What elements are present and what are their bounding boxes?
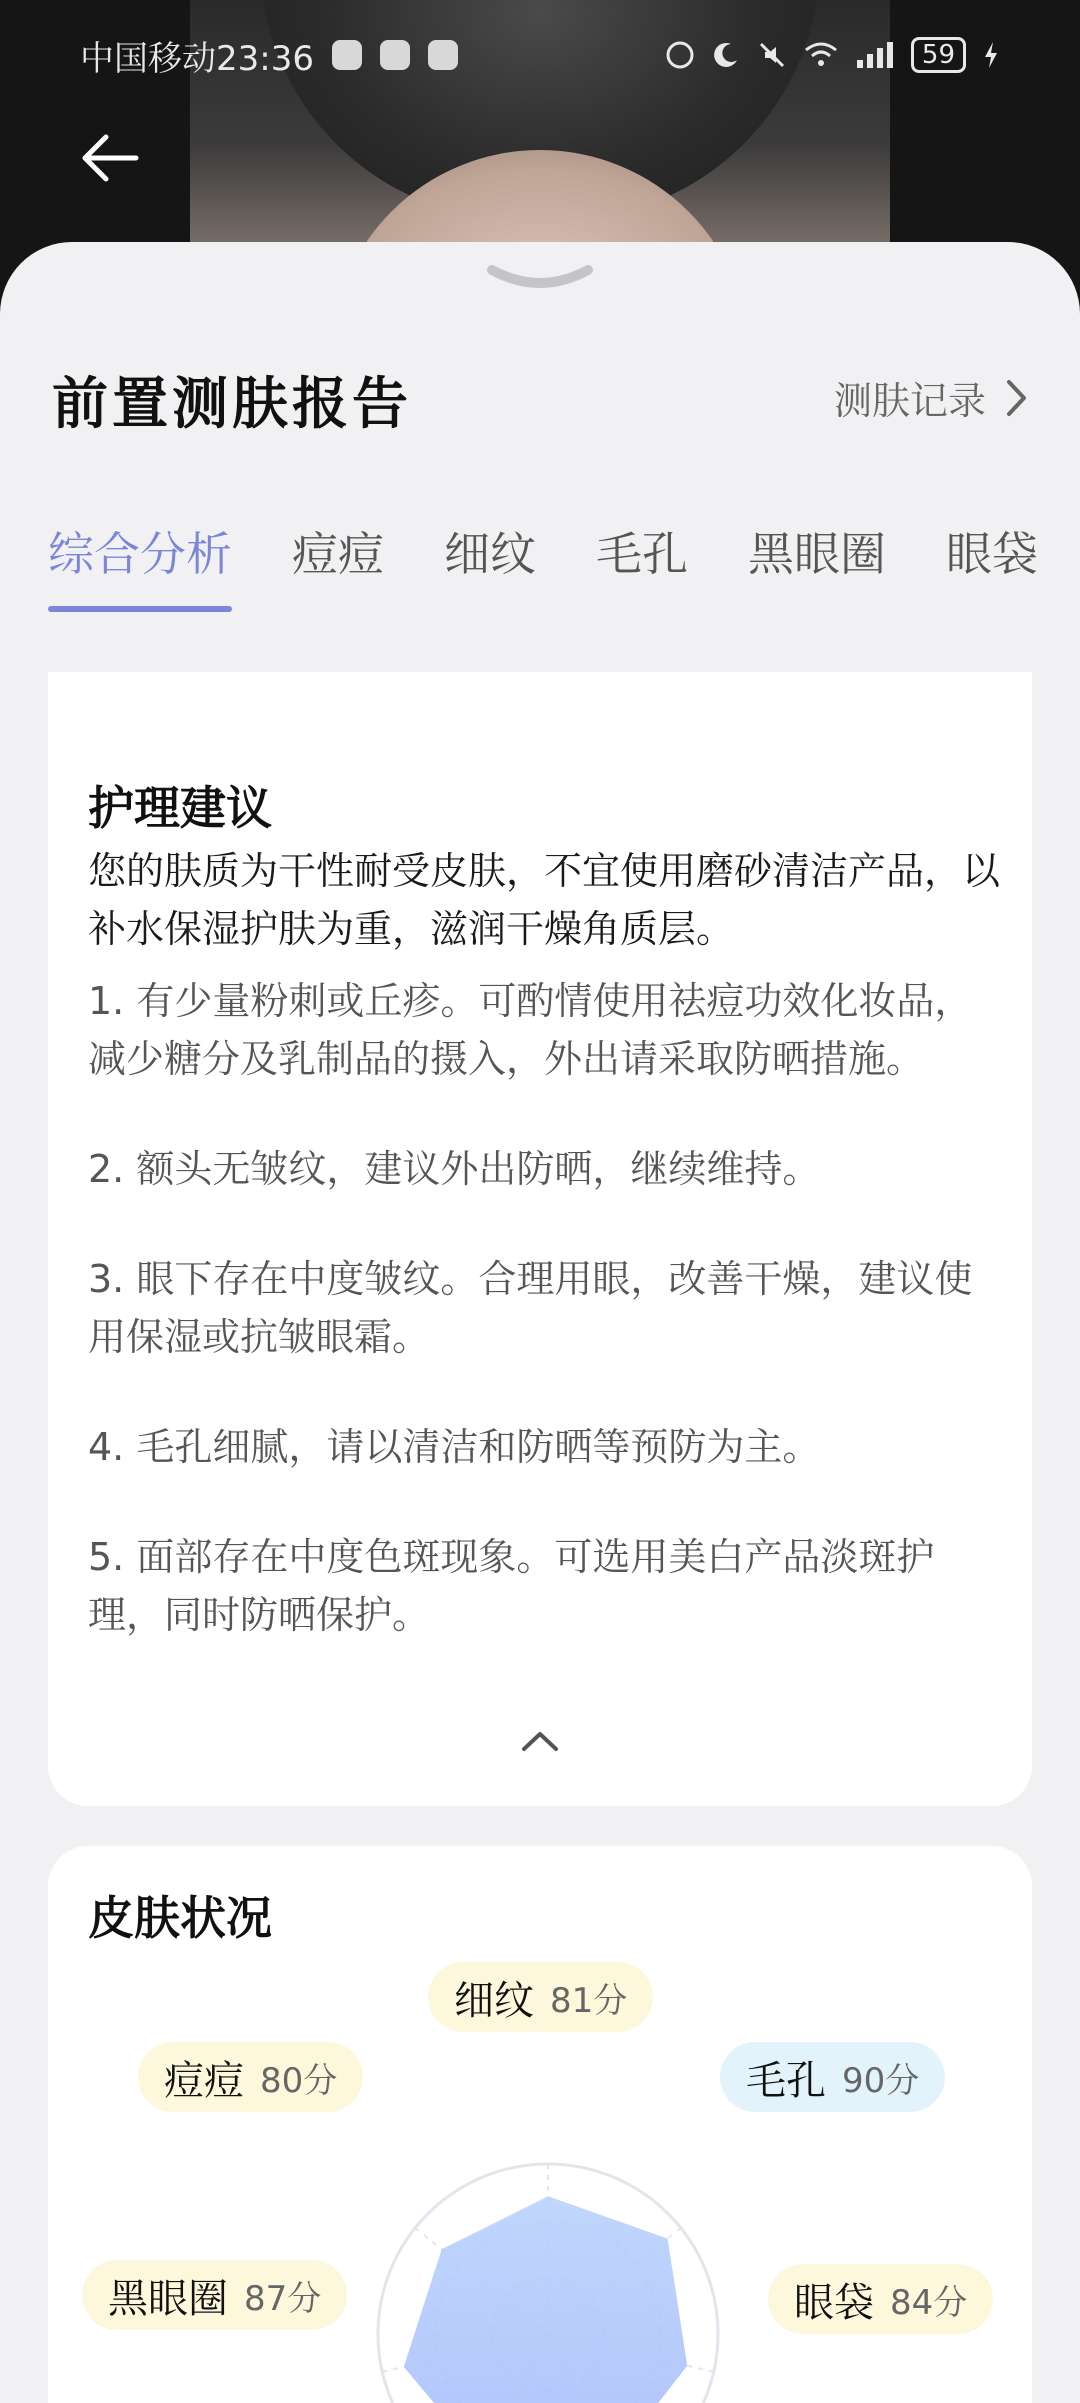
care-advice-item: 4. 毛孔细腻，请以清洁和防晒等预防为主。 (88, 1425, 821, 1469)
score-dark-circles[interactable] (82, 2260, 347, 2330)
care-advice-item: 2. 额头无皱纹，建议外出防晒，继续维持。 (88, 1147, 821, 1191)
care-advice-intro: 您的肤质为干性耐受皮肤，不宜使用磨砂清洁产品，以补水保湿护肤为重，滋润干燥角质层。 (88, 849, 1001, 951)
carrier-time: 中国移动23:36 (80, 38, 314, 79)
skin-radar-chart (358, 2134, 738, 2403)
notification-icon (428, 40, 458, 70)
care-advice-card (48, 672, 1032, 1806)
status-bar (0, 0, 1080, 110)
score-value: 80分 (260, 2060, 338, 2101)
score-value: 90分 (842, 2060, 920, 2101)
tab-acne[interactable]: 痘痘 (292, 527, 384, 581)
score-value: 87分 (244, 2278, 322, 2319)
page-title: 前置测肤报告 (52, 372, 412, 437)
tab-pores[interactable]: 毛孔 (596, 527, 688, 581)
report-sheet (0, 242, 1080, 2403)
tab-overall-analysis[interactable]: 综合分析 (48, 522, 232, 612)
chevron-right-icon (1006, 378, 1028, 418)
collapse-button[interactable] (510, 1716, 570, 1766)
score-value: 84分 (890, 2282, 968, 2323)
care-advice-item: 5. 面部存在中度色斑现象。可选用美白产品淡斑护理，同时防晒保护。 (88, 1535, 935, 1637)
alarm-icon (665, 40, 695, 70)
score-pores[interactable] (720, 2042, 945, 2112)
skin-status-card (48, 1846, 1032, 2403)
back-button[interactable] (70, 118, 150, 198)
care-advice-body (88, 842, 1008, 1644)
care-advice-title: 护理建议 (88, 781, 272, 835)
sheet-drag-handle[interactable] (486, 260, 594, 300)
care-advice-item: 3. 眼下存在中度皱纹。合理用眼，改善干燥，建议使用保湿或抗皱眼霜。 (88, 1257, 973, 1359)
skin-records-label: 测肤记录 (833, 379, 986, 423)
score-name: 细纹 (454, 1977, 534, 2024)
radar-score-polygon (404, 2196, 687, 2403)
score-value: 81分 (550, 1980, 628, 2021)
score-name: 毛孔 (746, 2057, 826, 2104)
arrow-left-icon (80, 133, 140, 183)
charging-icon (982, 40, 1000, 70)
score-fine-lines[interactable] (428, 1962, 653, 2032)
score-name: 眼袋 (794, 2279, 874, 2326)
score-name: 痘痘 (164, 2057, 244, 2104)
tab-fine-lines[interactable]: 细纹 (444, 527, 536, 581)
skin-status-title: 皮肤状况 (88, 1891, 272, 1945)
score-acne[interactable] (138, 2042, 363, 2112)
tab-eye-bags[interactable]: 眼袋 (946, 527, 1038, 581)
battery-indicator: 59 (911, 37, 966, 73)
signal-icon (855, 40, 895, 70)
wifi-icon (803, 40, 839, 70)
care-advice-item: 1. 有少量粉刺或丘疹。可酌情使用祛痘功效化妆品，减少糖分及乳制品的摄入，外出请采取防晒措施。 (88, 979, 973, 1081)
tab-dark-circles[interactable]: 黑眼圈 (748, 527, 886, 581)
category-tabs (48, 522, 1080, 612)
score-name: 黑眼圈 (108, 2275, 228, 2322)
mute-icon (757, 40, 787, 70)
moon-icon (711, 40, 741, 70)
score-eye-bags[interactable] (768, 2264, 993, 2334)
chevron-up-icon (520, 1729, 560, 1753)
notification-icon (332, 40, 362, 70)
notification-icon (380, 40, 410, 70)
skin-records-link[interactable] (834, 370, 1028, 425)
